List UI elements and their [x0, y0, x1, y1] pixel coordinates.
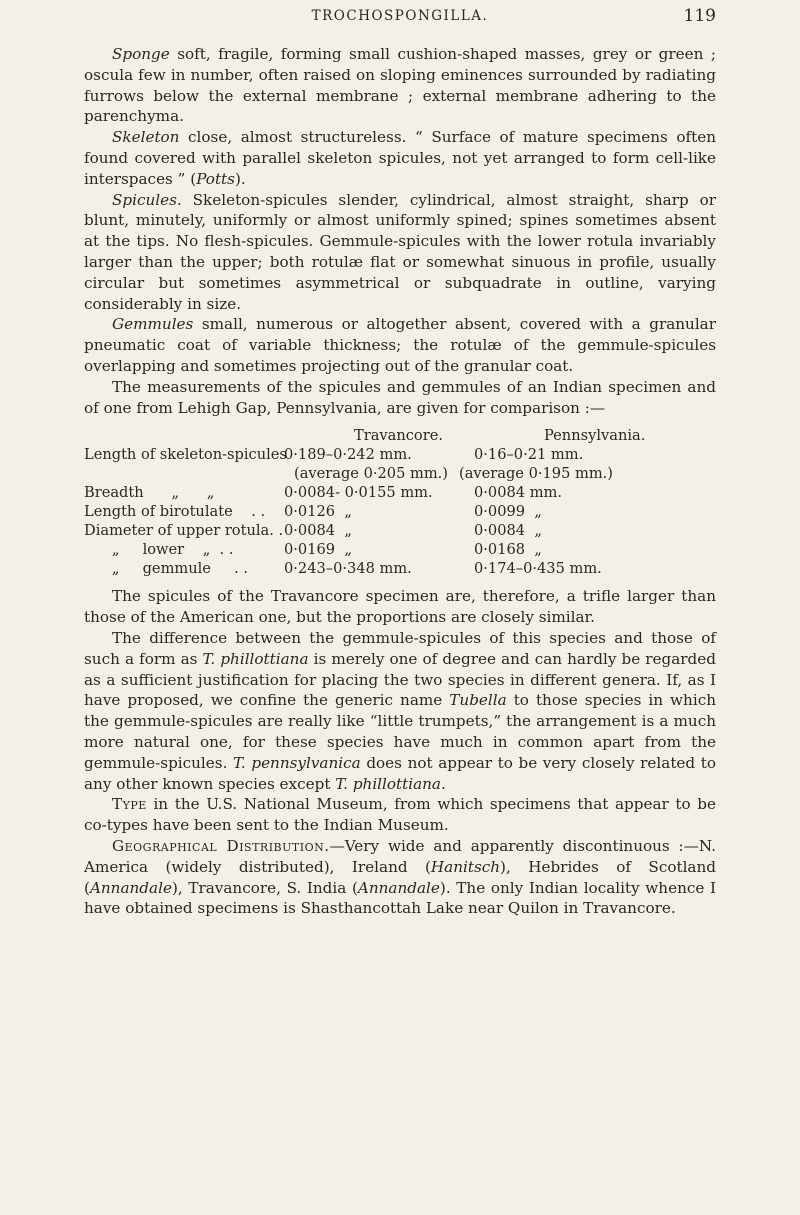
- measurement-header: [84, 426, 716, 445]
- running-head: [84, 8, 716, 32]
- measurement-table: [84, 426, 716, 578]
- table-row: „ lower „ . . 0·0169 „ 0·0168 „: [84, 541, 542, 559]
- table-row: Diameter of upper rotula. . 0·0084 „ 0·0084 „: [84, 522, 542, 540]
- table-row: (average 0·205 mm.) (average 0·195 mm.): [294, 465, 613, 483]
- term-gemmules: Gemmules: [112, 315, 194, 334]
- paragraph-spicules: Spicules. Skeleton-spicules slender, cylindrical, almost straight, sharp or blunt, minutely, uniformly or almost uniformly spined; spines sometimes absent at the tips. No flesh-spicules. Gemmule-spicules with the lower rotula invariably larger than the upper; both rotulæ flat or somewhat sinuous in profile, usually circular but sometimes asymmetrical or subquadrate in outline, varying considerably in size.: [84, 190, 716, 313]
- table-row: Length of birotulate . . 0·0126 „ 0·0099 „: [84, 503, 542, 521]
- text-body: [84, 44, 716, 919]
- column-header-travancore: Travancore.: [354, 427, 443, 445]
- table-row: „ gemmule . . 0·243–0·348 mm. 0·174–0·435 mm.: [84, 560, 602, 578]
- paragraph-difference: The difference between the gemmule-spicules of this species and those of such a form as T. phillottiana is merely one of degree and can hardly be regarded as a sufficient justification for placing the two species in different genera. If, as I have proposed, we confine the generic name Tubella to those species in which the gemmule-spicules are really like “little trumpets,” the arrangement is a much more natural one, for these species have much in common apart from the gemmule-spicules. T. pennsylvanica does not appear to be very closely related to any other known species except T. phillottiana.: [84, 628, 716, 793]
- term-type: Type: [112, 795, 147, 814]
- citation: Potts: [196, 169, 235, 188]
- paragraph-distribution: Geographical Distribution.—Very wide and apparently discontinuous :—N. America (widely distributed), Ireland (Hanitsch), Hebrides of Scotland (Annandale), Travancore, S. India (Annandale). The only Indian locality whence I have obtained specimens is Shasthancottah Lake near Quilon in Travancore.: [84, 836, 716, 918]
- term-distribution: Geographical Distribution.: [112, 836, 330, 855]
- paragraph-sponge: Sponge soft, fragile, forming small cushion-shaped masses, grey or green ; oscula few in number, often raised on sloping eminences surrounded by radiating furrows below the external membrane ; external membrane adhering to the parenchyma.: [84, 45, 716, 126]
- paragraph-measurements-intro: The measurements of the spicules and gemmules of an Indian specimen and of one from Lehigh Gap, Pennsylvania, are given for comparison :—: [84, 377, 716, 417]
- running-title: TROCHOSPONGILLA.: [311, 8, 489, 24]
- table-row: Breadth „ „ 0·0084- 0·0155 mm. 0·0084 mm.: [84, 484, 563, 502]
- paragraph-type: Type in the U.S. National Museum, from which specimens that appear to be co-types have been sent to the Indian Museum.: [84, 795, 716, 835]
- term-skeleton: Skeleton: [112, 128, 180, 147]
- term-sponge: Sponge: [112, 45, 170, 63]
- paragraph-gemmules: Gemmules small, numerous or altogether absent, covered with a granular pneumatic coat of variable thickness; the rotulæ of the gemmule-spicules overlapping and sometimes projecting out of the granular coat.: [84, 315, 716, 375]
- page-number: 119: [683, 6, 716, 26]
- table-row: Length of skeleton-spicules 0·189–0·242 mm. 0·16–0·21 mm.: [84, 446, 584, 464]
- paragraph-skeleton: Skeleton close, almost structureless. “ Surface of mature specimens often found covered with parallel skeleton spicules, not yet arranged to form cell-like interspaces ” (Potts).: [84, 128, 716, 188]
- paragraph-comparison: The spicules of the Travancore specimen are, therefore, a trifle larger than those of the American one, but the proportions are closely similar.: [84, 587, 716, 627]
- column-header-pennsylvania: Pennsylvania.: [544, 427, 646, 445]
- term-spicules: Spicules.: [112, 190, 182, 209]
- genus-name: Tubella: [449, 691, 507, 710]
